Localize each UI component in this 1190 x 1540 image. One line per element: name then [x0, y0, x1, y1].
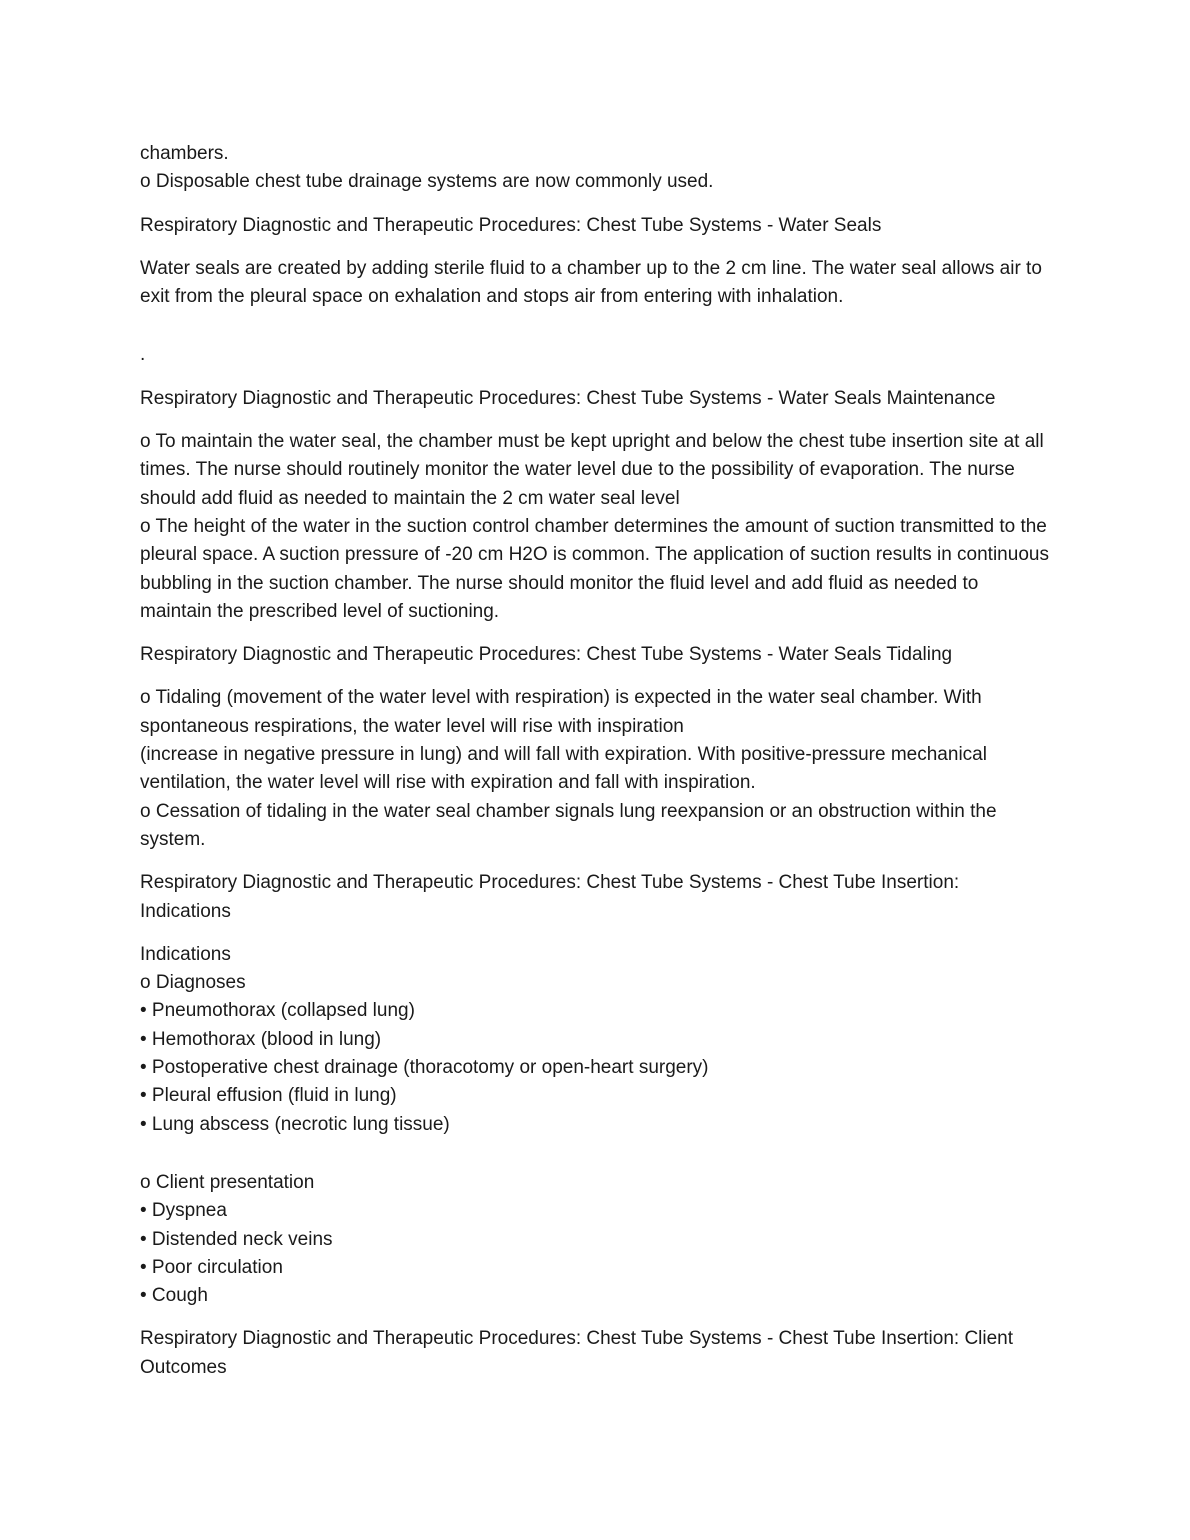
intro-line: chambers. [140, 143, 229, 164]
section-heading-water-seals: Respiratory Diagnostic and Therapeutic Procedures: Chest Tube Systems - Water Seals [140, 214, 882, 236]
tidaling-item: o Tidaling (movement of the water level with respiration) is expected in the water seal chamber. With spontaneous respirations, the water level will rise with inspiration [140, 687, 982, 737]
diagnoses-label: o Diagnoses [140, 972, 246, 994]
intro-line: o Disposable chest tube drainage systems are now commonly used. [140, 171, 714, 193]
list-item: • Dyspnea [140, 1200, 227, 1222]
tidaling-item: (increase in negative pressure in lung) and will fall with expiration. With positive-pressure mechanical ventilation, the water level will rise with expiration and fall with inspiration. [140, 744, 987, 794]
list-item: • Lung abscess (necrotic lung tissue) [140, 1113, 450, 1135]
list-item: • Distended neck veins [140, 1228, 333, 1250]
indications-label: Indications [140, 943, 231, 965]
section-heading-outcomes: Respiratory Diagnostic and Therapeutic Procedures: Chest Tube Systems - Chest Tube Insertion: Client Outcomes [140, 1328, 1014, 1378]
list-item: • Postoperative chest drainage (thoracotomy or open-heart surgery) [140, 1057, 709, 1079]
maintenance-item: o The height of the water in the suction control chamber determines the amount of suction transmitted to the pleural space. A suction pressure of -20 cm H2O is common. The application of suction results in continuous bubbling in the suction chamber. The nurse should monitor the fluid level and add fluid as needed to maintain the prescribed level of suctioning. [140, 515, 1049, 622]
list-item: • Hemothorax (blood in lung) [140, 1028, 382, 1050]
maintenance-item: o To maintain the water seal, the chamber must be kept upright and below the chest tube insertion site at all times. The nurse should routinely monitor the water level due to the possibility of evaporation. The nurse should add fluid as needed to maintain the 2 cm water seal level [140, 431, 1044, 509]
separator-dot: . [140, 344, 146, 366]
section-heading-indications: Respiratory Diagnostic and Therapeutic Procedures: Chest Tube Systems - Chest Tube Insertion: Indications [140, 872, 960, 922]
list-item: • Pneumothorax (collapsed lung) [140, 1000, 415, 1022]
list-item: • Poor circulation [140, 1256, 283, 1278]
document-page [140, 140, 1050, 1382]
presentation-label: o Client presentation [140, 1171, 315, 1193]
section-heading-maintenance: Respiratory Diagnostic and Therapeutic Procedures: Chest Tube Systems - Water Seals Maintenance [140, 387, 996, 409]
water-seals-body: Water seals are created by adding sterile fluid to a chamber up to the 2 cm line. The water seal allows air to exit from the pleural space on exhalation and stops air from entering with inhalation. [140, 257, 1042, 308]
list-item: • Cough [140, 1285, 208, 1307]
tidaling-item: o Cessation of tidaling in the water seal chamber signals lung reexpansion or an obstruction within the system. [140, 800, 997, 850]
section-heading-tidaling: Respiratory Diagnostic and Therapeutic Procedures: Chest Tube Systems - Water Seals Tidaling [140, 644, 953, 666]
list-item: • Pleural effusion (fluid in lung) [140, 1085, 397, 1107]
